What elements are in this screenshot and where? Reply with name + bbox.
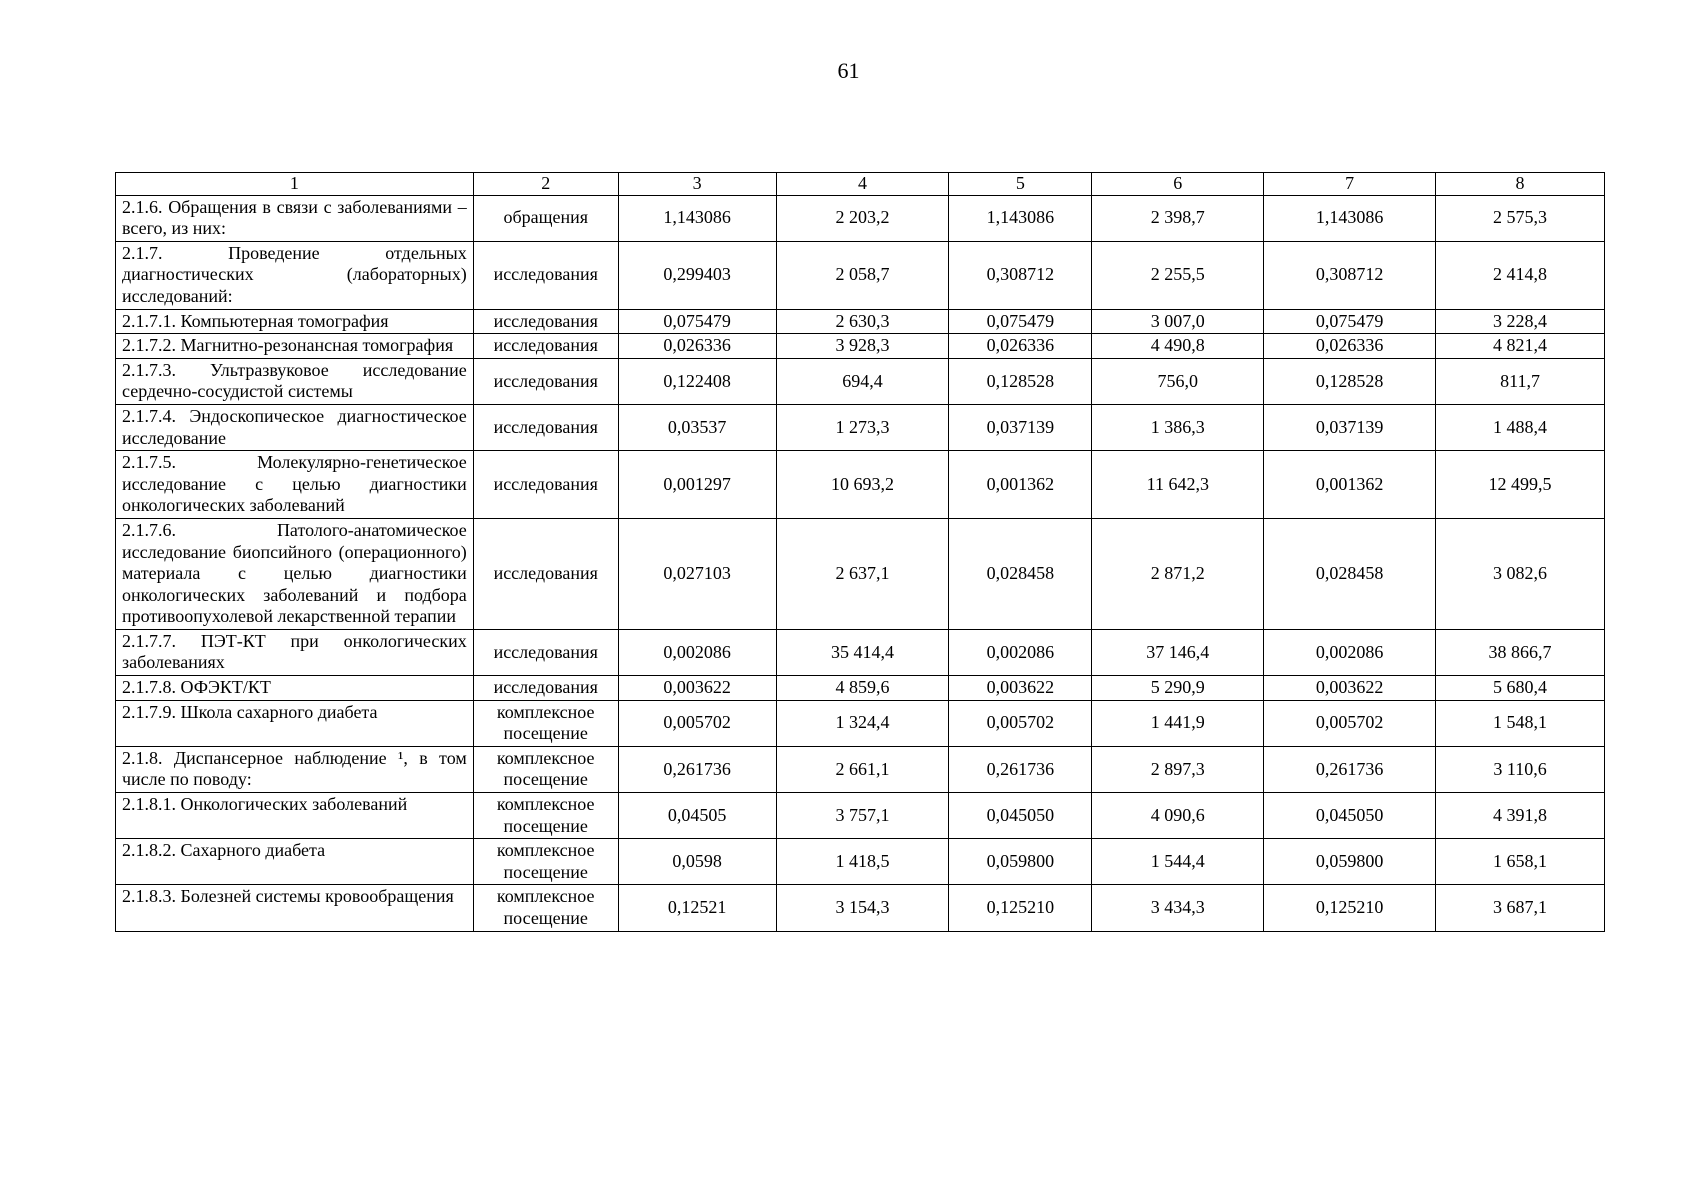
unit-cell: исследования xyxy=(473,518,618,629)
value-cell: 1,143086 xyxy=(949,195,1092,241)
unit-cell: исследования xyxy=(473,309,618,334)
value-cell: 756,0 xyxy=(1092,358,1264,404)
value-cell: 11 642,3 xyxy=(1092,451,1264,519)
value-cell: 3 228,4 xyxy=(1436,309,1605,334)
value-cell: 1 488,4 xyxy=(1436,404,1605,450)
value-cell: 4 090,6 xyxy=(1092,793,1264,839)
row-label: 2.1.7.1. Компьютерная томография xyxy=(116,309,474,334)
value-cell: 0,005702 xyxy=(1264,700,1436,746)
value-cell: 4 391,8 xyxy=(1436,793,1605,839)
table-row xyxy=(116,885,1605,931)
value-cell: 3 757,1 xyxy=(776,793,949,839)
row-label: 2.1.8.2. Сахарного диабета xyxy=(116,839,474,885)
unit-cell: комплексное посещение xyxy=(473,793,618,839)
value-cell: 35 414,4 xyxy=(776,629,949,675)
header-cell: 7 xyxy=(1264,173,1436,196)
table-row xyxy=(116,195,1605,241)
row-label: 2.1.7.3. Ультразвуковое исследование сердечно-сосудистой системы xyxy=(116,358,474,404)
value-cell: 0,045050 xyxy=(949,793,1092,839)
value-cell: 5 290,9 xyxy=(1092,676,1264,701)
header-cell: 6 xyxy=(1092,173,1264,196)
value-cell: 2 630,3 xyxy=(776,309,949,334)
row-label: 2.1.7.5. Молекулярно-генетическое исследование с целью диагностики онкологических заболеваний xyxy=(116,451,474,519)
row-label: 2.1.7.9. Школа сахарного диабета xyxy=(116,700,474,746)
unit-cell: комплексное посещение xyxy=(473,885,618,931)
value-cell: 5 680,4 xyxy=(1436,676,1605,701)
row-label: 2.1.8.3. Болезней системы кровообращения xyxy=(116,885,474,931)
table-row xyxy=(116,358,1605,404)
value-cell: 3 928,3 xyxy=(776,334,949,359)
value-cell: 0,045050 xyxy=(1264,793,1436,839)
value-cell: 0,261736 xyxy=(949,746,1092,792)
value-cell: 0,003622 xyxy=(949,676,1092,701)
header-cell: 5 xyxy=(949,173,1092,196)
row-label: 2.1.6. Обращения в связи с заболеваниями – всего, из них: xyxy=(116,195,474,241)
table-row xyxy=(116,518,1605,629)
value-cell: 1 548,1 xyxy=(1436,700,1605,746)
table-row xyxy=(116,241,1605,309)
value-cell: 0,122408 xyxy=(618,358,776,404)
value-cell: 0,002086 xyxy=(618,629,776,675)
value-cell: 0,125210 xyxy=(949,885,1092,931)
value-cell: 0,028458 xyxy=(1264,518,1436,629)
value-cell: 3 154,3 xyxy=(776,885,949,931)
value-cell: 2 897,3 xyxy=(1092,746,1264,792)
row-label: 2.1.7.4. Эндоскопическое диагностическое исследование xyxy=(116,404,474,450)
value-cell: 4 490,8 xyxy=(1092,334,1264,359)
value-cell: 1 386,3 xyxy=(1092,404,1264,450)
header-cell: 8 xyxy=(1436,173,1605,196)
value-cell: 0,003622 xyxy=(1264,676,1436,701)
value-cell: 0,002086 xyxy=(949,629,1092,675)
value-cell: 10 693,2 xyxy=(776,451,949,519)
row-label: 2.1.8. Диспансерное наблюдение ¹, в том числе по поводу: xyxy=(116,746,474,792)
header-cell: 4 xyxy=(776,173,949,196)
unit-cell: исследования xyxy=(473,334,618,359)
table-row xyxy=(116,404,1605,450)
header-cell: 3 xyxy=(618,173,776,196)
page-number: 61 xyxy=(837,58,860,83)
row-label: 2.1.7. Проведение отдельных диагностических (лабораторных) исследований: xyxy=(116,241,474,309)
table-row xyxy=(116,451,1605,519)
unit-cell: комплексное посещение xyxy=(473,700,618,746)
value-cell: 4 821,4 xyxy=(1436,334,1605,359)
value-cell: 37 146,4 xyxy=(1092,629,1264,675)
value-cell: 0,037139 xyxy=(1264,404,1436,450)
value-cell: 694,4 xyxy=(776,358,949,404)
unit-cell: исследования xyxy=(473,241,618,309)
row-label: 2.1.7.2. Магнитно-резонансная томография xyxy=(116,334,474,359)
value-cell: 0,028458 xyxy=(949,518,1092,629)
unit-cell: исследования xyxy=(473,451,618,519)
unit-cell: исследования xyxy=(473,676,618,701)
value-cell: 2 058,7 xyxy=(776,241,949,309)
table-row xyxy=(116,793,1605,839)
value-cell: 0,003622 xyxy=(618,676,776,701)
value-cell: 2 255,5 xyxy=(1092,241,1264,309)
value-cell: 4 859,6 xyxy=(776,676,949,701)
value-cell: 0,001362 xyxy=(1264,451,1436,519)
table-row xyxy=(116,746,1605,792)
header-row xyxy=(116,173,1605,196)
value-cell: 2 637,1 xyxy=(776,518,949,629)
table-row xyxy=(116,700,1605,746)
value-cell: 12 499,5 xyxy=(1436,451,1605,519)
value-cell: 0,002086 xyxy=(1264,629,1436,675)
value-cell: 3 434,3 xyxy=(1092,885,1264,931)
value-cell: 1 544,4 xyxy=(1092,839,1264,885)
value-cell: 0,037139 xyxy=(949,404,1092,450)
value-cell: 0,075479 xyxy=(949,309,1092,334)
unit-cell: комплексное посещение xyxy=(473,746,618,792)
table-row xyxy=(116,309,1605,334)
value-cell: 2 661,1 xyxy=(776,746,949,792)
data-table xyxy=(115,172,1605,932)
value-cell: 1,143086 xyxy=(618,195,776,241)
row-label: 2.1.7.7. ПЭТ-КТ при онкологических заболеваниях xyxy=(116,629,474,675)
value-cell: 0,04505 xyxy=(618,793,776,839)
value-cell: 0,026336 xyxy=(949,334,1092,359)
value-cell: 1 441,9 xyxy=(1092,700,1264,746)
header-cell: 2 xyxy=(473,173,618,196)
value-cell: 0,03537 xyxy=(618,404,776,450)
value-cell: 811,7 xyxy=(1436,358,1605,404)
value-cell: 3 082,6 xyxy=(1436,518,1605,629)
header-cell: 1 xyxy=(116,173,474,196)
value-cell: 38 866,7 xyxy=(1436,629,1605,675)
row-label: 2.1.7.6. Патолого-анатомическое исследование биопсийного (операционного) материала с целью диагностики онкологических заболеваний и подбора противоопухолевой лекарственной терапии xyxy=(116,518,474,629)
unit-cell: исследования xyxy=(473,629,618,675)
value-cell: 0,308712 xyxy=(949,241,1092,309)
value-cell: 0,261736 xyxy=(1264,746,1436,792)
row-label: 2.1.8.1. Онкологических заболеваний xyxy=(116,793,474,839)
value-cell: 0,059800 xyxy=(1264,839,1436,885)
value-cell: 0,005702 xyxy=(618,700,776,746)
unit-cell: исследования xyxy=(473,404,618,450)
value-cell: 0,0598 xyxy=(618,839,776,885)
value-cell: 0,001297 xyxy=(618,451,776,519)
value-cell: 0,059800 xyxy=(949,839,1092,885)
value-cell: 0,128528 xyxy=(949,358,1092,404)
value-cell: 2 871,2 xyxy=(1092,518,1264,629)
value-cell: 2 398,7 xyxy=(1092,195,1264,241)
value-cell: 0,125210 xyxy=(1264,885,1436,931)
value-cell: 1 273,3 xyxy=(776,404,949,450)
table-row xyxy=(116,334,1605,359)
value-cell: 3 007,0 xyxy=(1092,309,1264,334)
table-row xyxy=(116,839,1605,885)
value-cell: 0,261736 xyxy=(618,746,776,792)
value-cell: 2 414,8 xyxy=(1436,241,1605,309)
value-cell: 0,005702 xyxy=(949,700,1092,746)
value-cell: 3 110,6 xyxy=(1436,746,1605,792)
value-cell: 1 418,5 xyxy=(776,839,949,885)
value-cell: 0,128528 xyxy=(1264,358,1436,404)
unit-cell: исследования xyxy=(473,358,618,404)
value-cell: 1 324,4 xyxy=(776,700,949,746)
value-cell: 3 687,1 xyxy=(1436,885,1605,931)
value-cell: 0,027103 xyxy=(618,518,776,629)
table-row xyxy=(116,629,1605,675)
value-cell: 1,143086 xyxy=(1264,195,1436,241)
value-cell: 2 203,2 xyxy=(776,195,949,241)
value-cell: 0,026336 xyxy=(618,334,776,359)
value-cell: 0,001362 xyxy=(949,451,1092,519)
table-row xyxy=(116,676,1605,701)
value-cell: 2 575,3 xyxy=(1436,195,1605,241)
row-label: 2.1.7.8. ОФЭКТ/КТ xyxy=(116,676,474,701)
value-cell: 0,026336 xyxy=(1264,334,1436,359)
value-cell: 0,075479 xyxy=(1264,309,1436,334)
unit-cell: комплексное посещение xyxy=(473,839,618,885)
value-cell: 0,075479 xyxy=(618,309,776,334)
value-cell: 1 658,1 xyxy=(1436,839,1605,885)
value-cell: 0,308712 xyxy=(1264,241,1436,309)
value-cell: 0,12521 xyxy=(618,885,776,931)
unit-cell: обращения xyxy=(473,195,618,241)
value-cell: 0,299403 xyxy=(618,241,776,309)
